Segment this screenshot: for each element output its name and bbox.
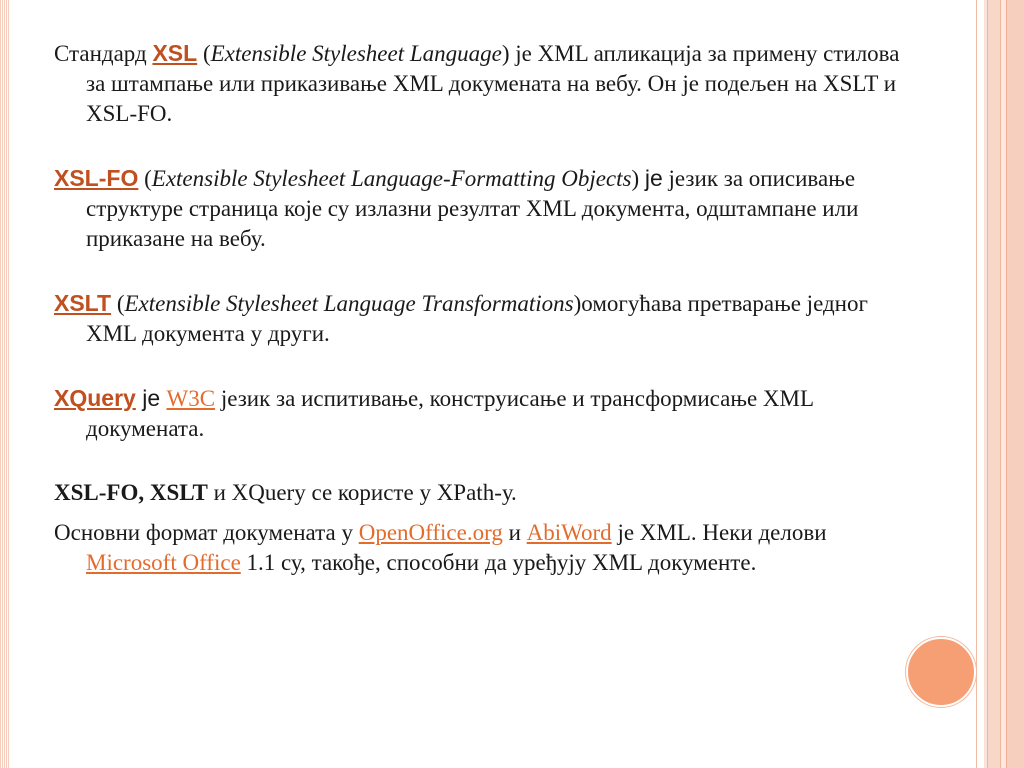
- text: )омогућава претварање једног XML документа у други.: [86, 291, 868, 346]
- link-w3c[interactable]: W3C: [166, 386, 216, 411]
- link-abiword[interactable]: AbiWord: [526, 520, 612, 545]
- text: и: [502, 520, 527, 545]
- paragraph-xsl-fo: [54, 163, 904, 254]
- paragraph-xquery: [54, 383, 904, 444]
- text: 1.1 су, такође, способни да уређују XML документе.: [240, 550, 757, 575]
- paragraph-xslt: [54, 288, 904, 349]
- link-microsoft-office[interactable]: Microsoft Office: [86, 550, 241, 575]
- text: језик за описивање структуре страница које су излазни резултат XML документа, одштампане или приказане на вебу.: [86, 166, 859, 251]
- term-xquery[interactable]: XQuery: [54, 385, 136, 411]
- text: (: [197, 41, 211, 66]
- term-xsl[interactable]: XSL: [152, 40, 198, 66]
- text: је: [644, 165, 663, 191]
- left-decorative-border: [0, 0, 9, 768]
- link-openoffice[interactable]: OpenOffice.org: [358, 520, 503, 545]
- text: и XQuery се користе у XPath-у.: [207, 480, 517, 505]
- decorative-orange-circle: [906, 637, 976, 707]
- term-expansion: Extensible Stylesheet Language Transformations: [124, 291, 574, 316]
- text: је: [135, 385, 167, 411]
- text: Основни формат докумената у: [54, 520, 359, 545]
- paragraph-xsl: [54, 38, 904, 129]
- text: језик за испитивање, конструисање и трансформисање XML докумената.: [86, 386, 814, 441]
- paragraph-xpath: [54, 478, 904, 508]
- text: је XML. Неки делови: [611, 520, 827, 545]
- term-expansion: Extensible Stylesheet Language: [210, 41, 502, 66]
- text: ) је XML апликација за примену стилова за штампање или приказивање XML докумената на вебу. Он је подељен на XSLT и XSL-FO.: [86, 41, 900, 126]
- bold-terms: XSL-FO, XSLT: [54, 480, 208, 505]
- term-expansion: Extensible Stylesheet Language-Formatting Objects: [151, 166, 632, 191]
- right-decorative-stripes: [976, 0, 1024, 768]
- text: (: [138, 166, 152, 191]
- slide-content: [54, 38, 904, 578]
- term-xsl-fo[interactable]: XSL-FO: [54, 165, 139, 191]
- text: (: [111, 291, 125, 316]
- text: Стандард: [54, 41, 153, 66]
- text: ): [631, 166, 645, 191]
- paragraph-document-format: [54, 518, 904, 578]
- term-xslt[interactable]: XSLT: [54, 290, 112, 316]
